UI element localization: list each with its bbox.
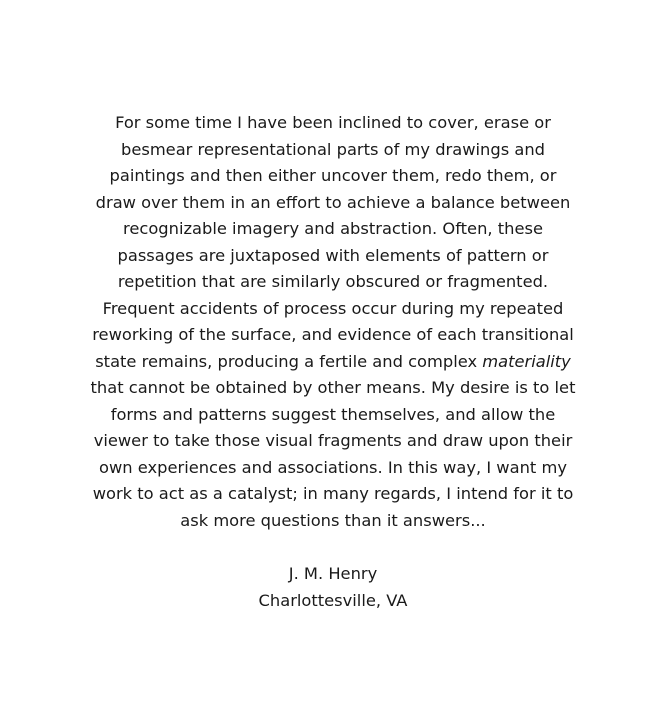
statement-line: draw over them in an effort to achieve a balance between	[95, 192, 571, 212]
statement-line: that cannot be obtained by other means. My desire is to let	[90, 378, 576, 397]
statement-text: state remains, producing a fertile and complex	[95, 351, 483, 371]
statement-line: paintings and then either uncover them, redo them, or	[109, 166, 557, 185]
statement-line: reworking of the surface, and evidence of each transitional	[92, 325, 574, 344]
statement-line: Frequent accidents of process occur during my repeated	[102, 298, 564, 318]
statement-line: For some time I have been inclined to cover, erase or	[115, 113, 551, 132]
statement-line	[60, 349, 606, 376]
statement-line: forms and patterns suggest themselves, and allow the	[110, 404, 556, 424]
author-name: J. M. Henry	[288, 564, 378, 583]
statement-line: ask more questions than it answers...	[180, 510, 486, 530]
statement-line: repetition that are similarly obscured or fragmented.	[117, 272, 549, 291]
author-location: Charlottesville, VA	[258, 590, 408, 610]
statement-line: viewer to take those visual fragments and draw upon their	[93, 431, 573, 450]
emphasized-word: materiality	[482, 351, 571, 371]
statement-line: work to act as a catalyst; in many regards, I intend for it to	[92, 484, 574, 503]
statement-line: besmear representational parts of my drawings and	[120, 139, 545, 159]
statement-line: own experiences and associations. In this way, I want my	[99, 457, 567, 477]
statement-line: recognizable imagery and abstraction. Often, these	[123, 219, 543, 238]
statement-line: passages are juxtaposed with elements of pattern or	[117, 245, 549, 265]
signature-block	[60, 561, 606, 614]
artist-statement	[60, 110, 606, 534]
